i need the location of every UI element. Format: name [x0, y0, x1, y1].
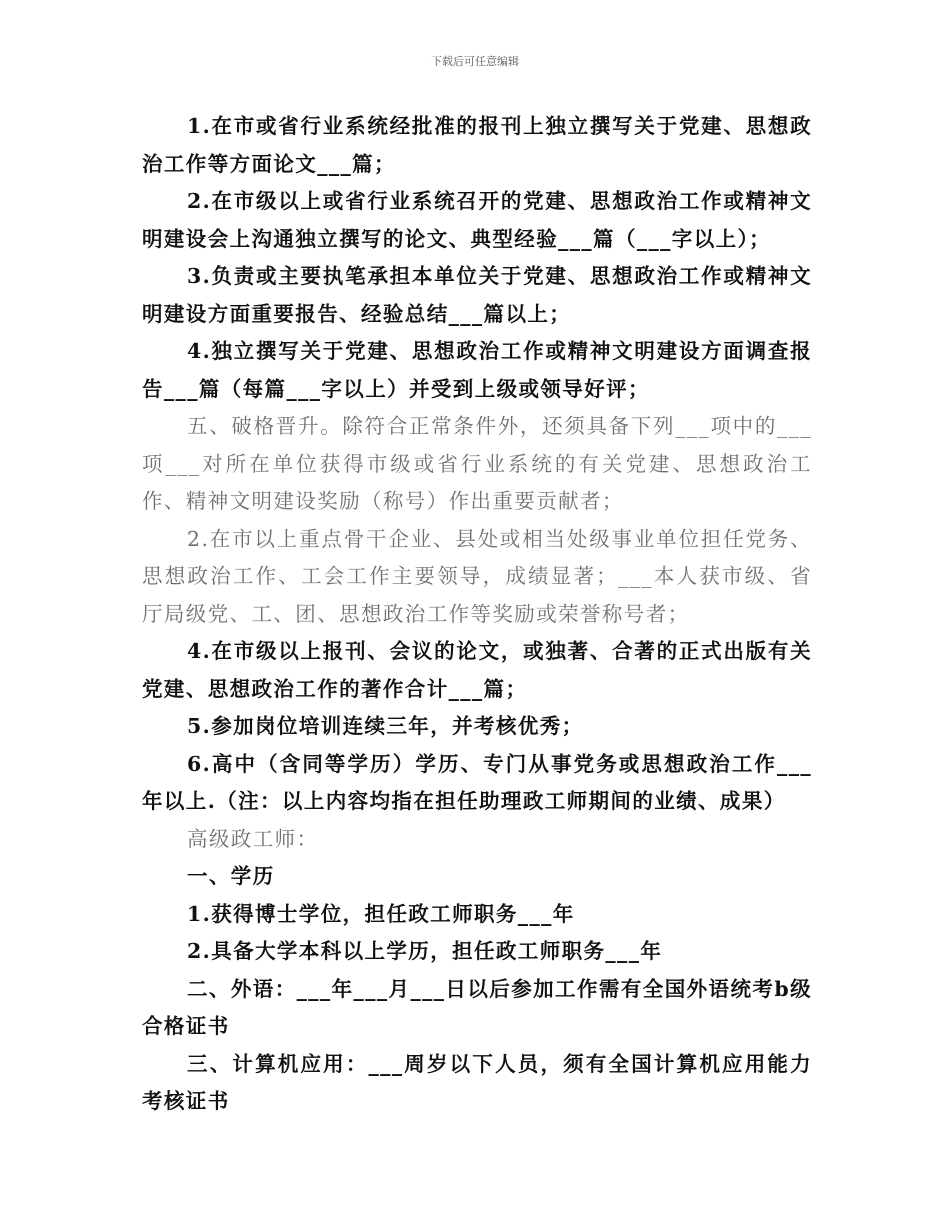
paragraph: 五、破格晋升。除符合正常条件外，还须具备下列___项中的___项___对所在单位获得市级或省行业系统的有关党建、思想政治工作、精神文明建设奖励（称号）作出重要贡献者； — [142, 414, 812, 513]
page-header: 下载后可任意编辑 — [431, 55, 519, 68]
paragraph: 4.独立撰写关于党建、思想政治工作或精神文明建设方面调查报告___篇（每篇___字以上）并受到上级或领导好评； — [142, 339, 812, 401]
paragraph: 1.在市或省行业系统经批准的报刊上独立撰写关于党建、思想政治工作等方面论文___篇； — [142, 114, 812, 176]
paragraph: 2.在市以上重点骨干企业、县处或相当处级事业单位担任党务、思想政治工作、工会工作主要领导，成绩显著；___本人获市级、省厅局级党、工、团、思想政治工作等奖励或荣誉称号者； — [142, 526, 812, 626]
document-body — [142, 108, 812, 1121]
paragraph: 2.在市级以上或省行业系统召开的党建、思想政治工作或精神文明建设会上沟通独立撰写的论文、典型经验___篇（___字以上）； — [142, 189, 812, 251]
paragraph: 高级政工师： — [187, 826, 319, 851]
paragraph: 二、外语：___年___月___日以后参加工作需有全国外语统考b级合格证书 — [142, 976, 812, 1038]
paragraph: 三、计算机应用：___周岁以下人员，须有全国计算机应用能力考核证书 — [142, 1051, 812, 1113]
paragraph: 5.参加岗位培训连续三年，并考核优秀； — [187, 714, 584, 738]
paragraph: 1.获得博士学位，担任政工师职务___年 — [187, 901, 575, 926]
paragraph: 2.具备大学本科以上学历，担任政工师职务___年 — [187, 939, 663, 963]
paragraph: 6.高中（含同等学历）学历、专门从事党务或思想政治工作___年以上.（注：以上内容均指在担任助理政工师期间的业绩、成果） — [142, 751, 812, 813]
paragraph: 4.在市级以上报刊、会议的论文，或独著、合著的正式出版有关党建、思想政治工作的著作合计___篇； — [142, 639, 812, 701]
paragraph: 一、学历 — [187, 864, 275, 888]
paragraph: 3.负责或主要执笔承担本单位关于党建、思想政治工作或精神文明建设方面重要报告、经验总结___篇以上； — [142, 264, 812, 326]
